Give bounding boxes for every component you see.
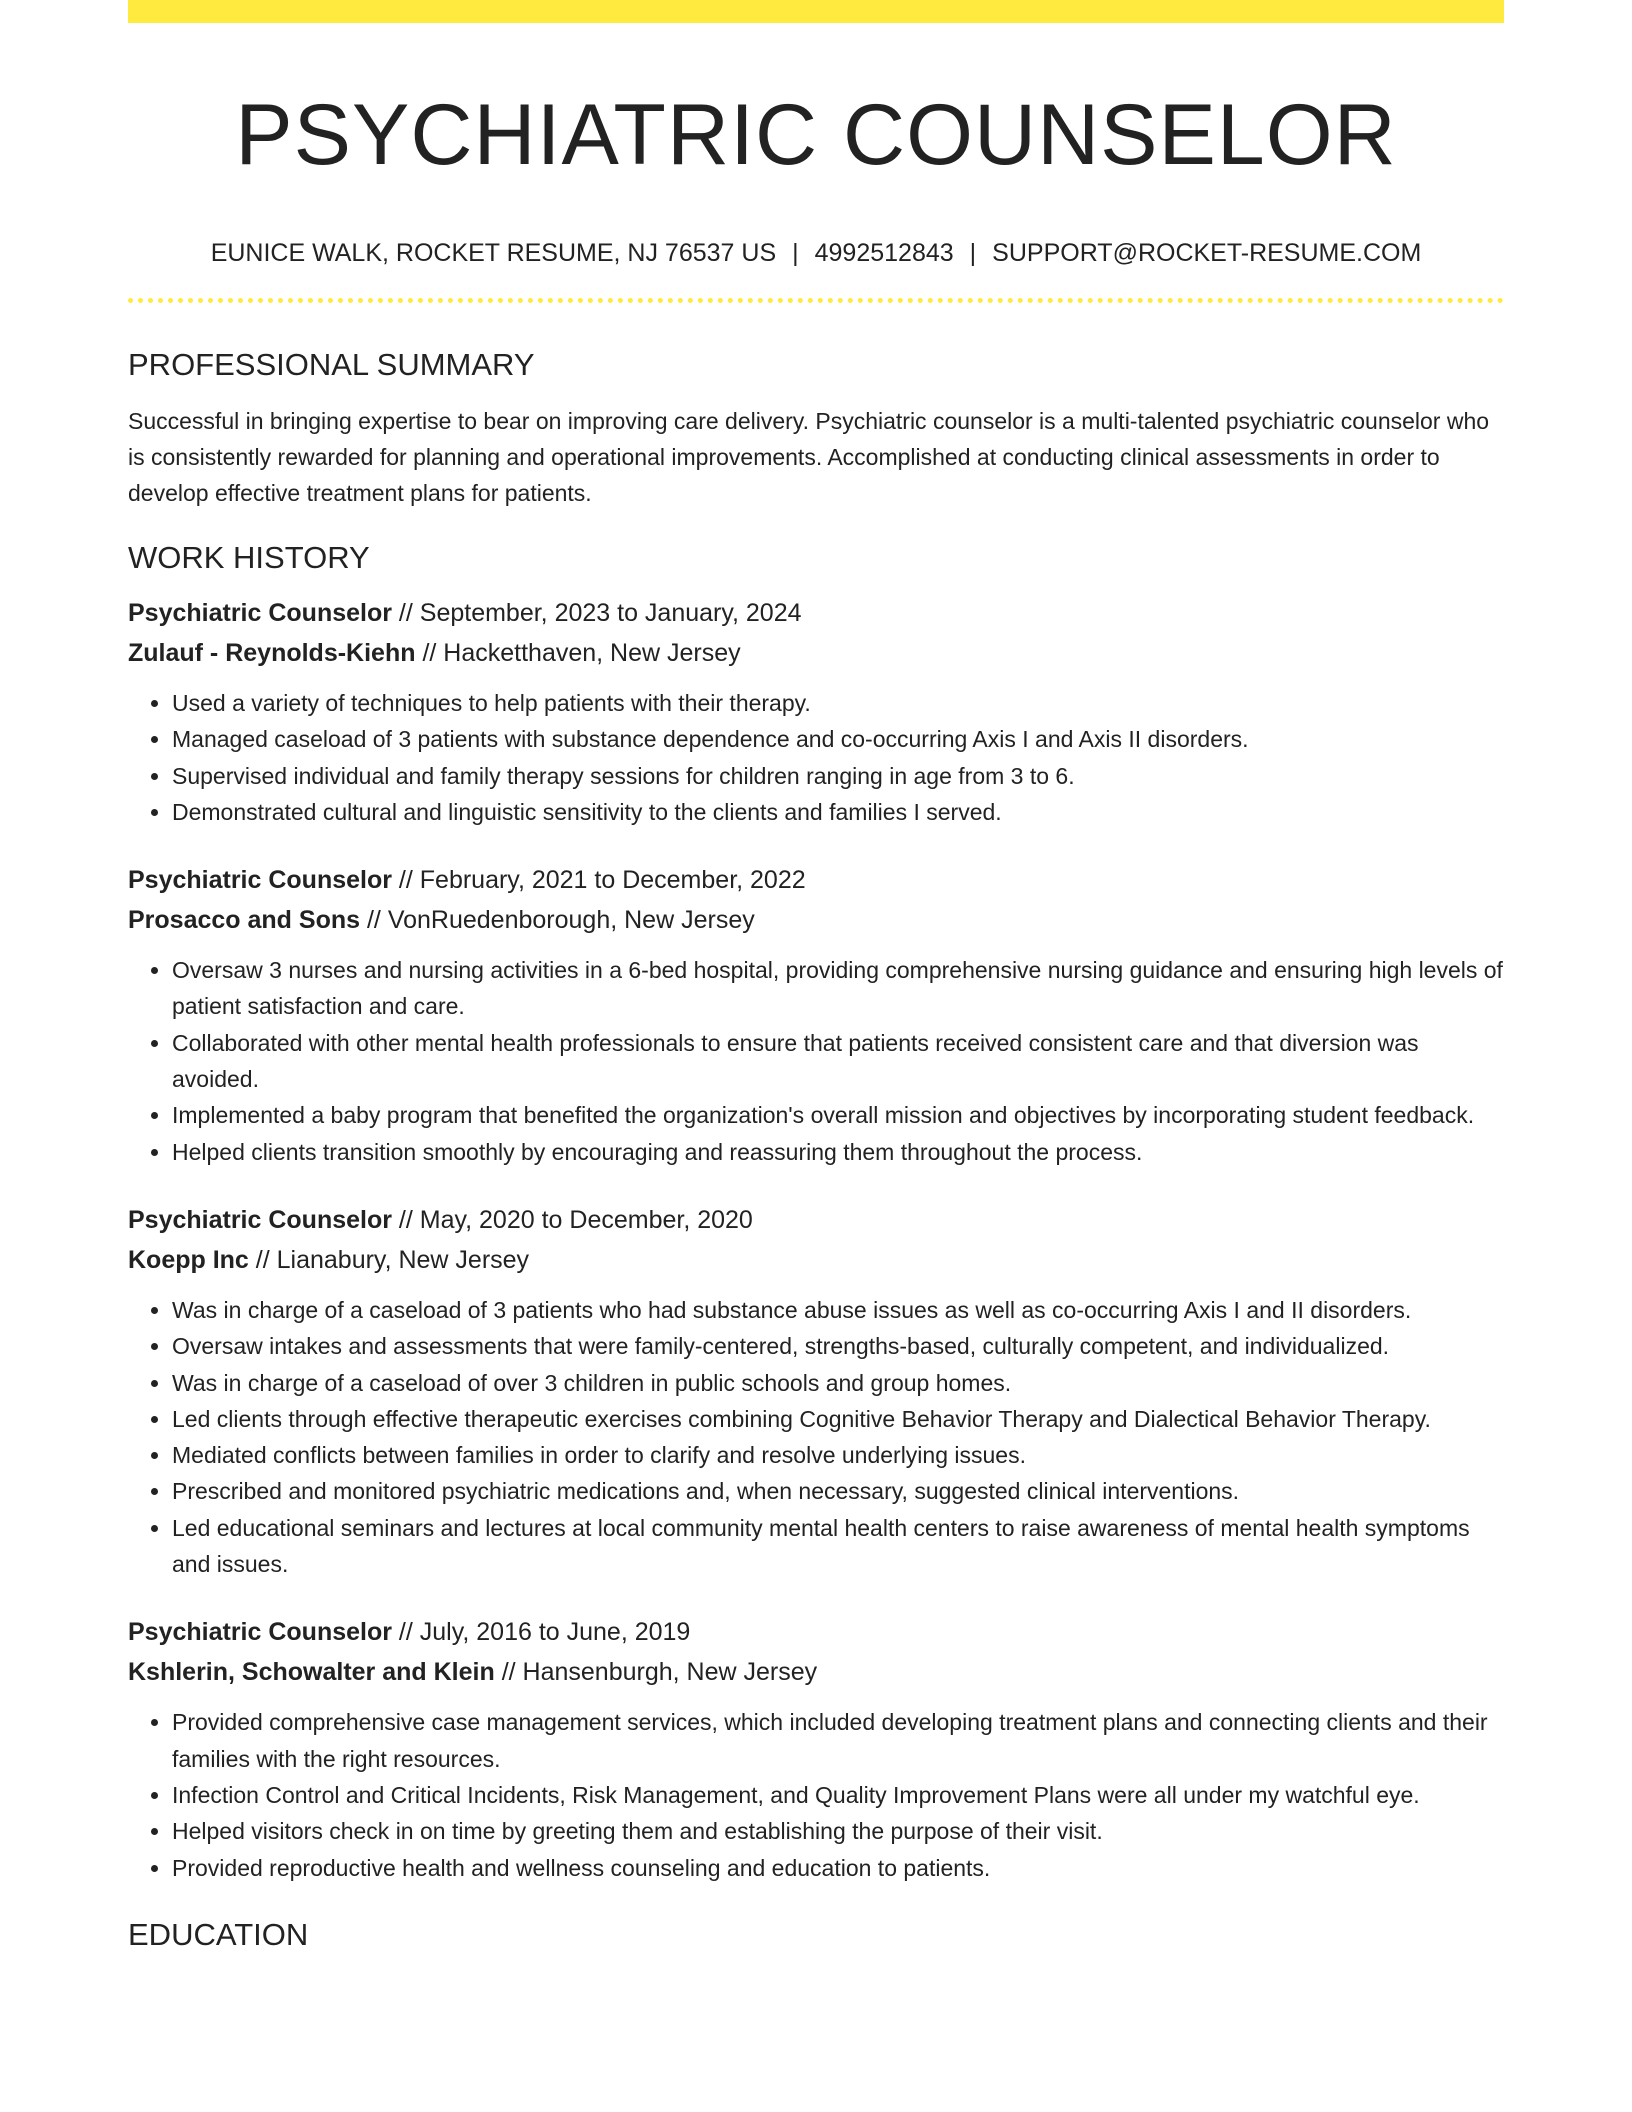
contact-phone: 4992512843 [814, 239, 954, 267]
job-title: Psychiatric Counselor [128, 599, 392, 627]
resume-title: PSYCHIATRIC COUNSELOR [235, 87, 1397, 183]
resume-page [128, 0, 1504, 1954]
job-bullet: • Prescribed and monitored psychiatric medications and, when necessary, suggested clinical interventions. [172, 1473, 1504, 1509]
job-title: Psychiatric Counselor [128, 1618, 392, 1647]
job-bullet: • Provided comprehensive case management services, which included developing treatment plans and connecting clients and their families with the right resources. [172, 1704, 1504, 1777]
contact-email: SUPPORT@ROCKET-RESUME.COM [992, 239, 1422, 267]
job-title: Psychiatric Counselor [128, 866, 392, 895]
work-history-list [128, 593, 1504, 1886]
job-bullet: • Supervised individual and family therapy sessions for children ranging in age from 3 to 6. [172, 758, 1504, 794]
contact-separator: | [969, 239, 977, 267]
job-bullets [128, 685, 1504, 830]
job-bullet: • Used a variety of techniques to help patients with their therapy. [172, 685, 1504, 721]
job-bullet: • Was in charge of a caseload of 3 patients who had substance abuse issues as well as co-occurring Axis I and II disorders. [172, 1292, 1504, 1328]
job-bullets [128, 952, 1504, 1170]
job-bullet: • Demonstrated cultural and linguistic sensitivity to the clients and families I served. [172, 794, 1504, 830]
job-bullet: • Was in charge of a caseload of over 3 children in public schools and group homes. [172, 1365, 1504, 1401]
contact-separator: | [792, 239, 799, 267]
dotted-divider [128, 298, 1504, 303]
work-history-heading: WORK HISTORY [128, 540, 370, 575]
summary-heading: PROFESSIONAL SUMMARY [128, 347, 535, 382]
job-dates: // September, 2023 to January, 2024 [391, 599, 802, 627]
job-bullet: • Oversaw intakes and assessments that were family-centered, strengths-based, culturally competent, and individualized. [172, 1328, 1504, 1364]
job-bullets [128, 1292, 1504, 1582]
summary-text: Successful in bringing expertise to bear on improving care delivery. Psychiatric counselor is a multi-talented psychiatric counselor who is consistently rewarded for planning and operational improvements. Accomplished at conducting clinical assessments in order to develop effective treatment plans for patients. [128, 408, 1490, 506]
job-company-line [128, 633, 1504, 673]
job-location: // Hacketthaven, New Jersey [415, 639, 741, 667]
job-bullet: • Collaborated with other mental health professionals to ensure that patients received consistent care and that diversion was avoided. [172, 1025, 1504, 1098]
top-accent-bar [128, 0, 1504, 23]
job-bullet: • Mediated conflicts between families in order to clarify and resolve underlying issues. [172, 1437, 1504, 1473]
job-location: // Hansenburgh, New Jersey [494, 1658, 818, 1687]
job-dates: // February, 2021 to December, 2022 [391, 866, 806, 895]
job-title-line [128, 1612, 1504, 1652]
job-bullet: • Led clients through effective therapeutic exercises combining Cognitive Behavior Therapy and Dialectical Behavior Therapy. [172, 1401, 1504, 1437]
job-company-line [128, 1652, 1504, 1692]
contact-address: EUNICE WALK, ROCKET RESUME, NJ 76537 US [210, 239, 777, 267]
job-company: Koepp Inc [128, 1245, 249, 1274]
job-bullets [128, 1704, 1504, 1885]
job-company: Prosacco and Sons [128, 906, 361, 935]
education-heading: EDUCATION [128, 1916, 309, 1952]
job-bullet: • Provided reproductive health and wellness counseling and education to patients. [172, 1850, 1504, 1886]
job-title-line [128, 1200, 1504, 1240]
job-entry [128, 860, 1504, 1170]
job-company-line [128, 900, 1504, 940]
job-location: // VonRuedenborough, New Jersey [360, 906, 755, 935]
job-title: Psychiatric Counselor [128, 1205, 392, 1234]
job-dates: // July, 2016 to June, 2019 [391, 1618, 691, 1647]
job-bullet: • Implemented a baby program that benefited the organization's overall mission and objectives by incorporating student feedback. [172, 1097, 1504, 1133]
job-entry [128, 593, 1504, 830]
job-location: // Lianabury, New Jersey [248, 1245, 530, 1274]
contact-line [128, 238, 1504, 268]
job-bullet: • Managed caseload of 3 patients with substance dependence and co-occurring Axis I and Axis II disorders. [172, 721, 1504, 757]
job-company: Zulauf - Reynolds-Kiehn [128, 639, 416, 667]
job-bullet: • Led educational seminars and lectures at local community mental health centers to raise awareness of mental health symptoms and issues. [172, 1510, 1504, 1583]
job-title-line [128, 593, 1504, 633]
job-company: Kshlerin, Schowalter and Klein [128, 1658, 495, 1687]
job-title-line [128, 860, 1504, 900]
job-bullet: • Helped visitors check in on time by greeting them and establishing the purpose of their visit. [172, 1813, 1504, 1849]
job-entry [128, 1200, 1504, 1582]
job-entry [128, 1612, 1504, 1885]
job-dates: // May, 2020 to December, 2020 [391, 1205, 753, 1234]
job-bullet: • Helped clients transition smoothly by encouraging and reassuring them throughout the process. [172, 1134, 1504, 1170]
job-bullet: • Oversaw 3 nurses and nursing activities in a 6-bed hospital, providing comprehensive nursing guidance and ensuring high levels of patient satisfaction and care. [172, 952, 1504, 1025]
job-company-line [128, 1240, 1504, 1280]
job-bullet: • Infection Control and Critical Incidents, Risk Management, and Quality Improvement Plans were all under my watchful eye. [172, 1777, 1504, 1813]
